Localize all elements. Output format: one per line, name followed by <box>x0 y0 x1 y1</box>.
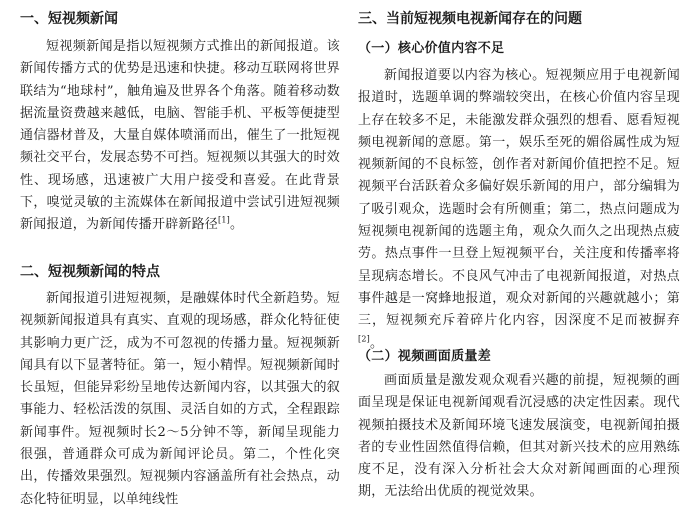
citation-ref-1[interactable]: [1] <box>218 216 230 226</box>
section-1-paragraph <box>20 36 340 259</box>
subsection-1-end: 。 <box>369 335 384 351</box>
subsection-2-heading: （二）视频画面质量差 <box>358 349 492 364</box>
subsection-2-paragraph: 画面质量是激发观众观看兴趣的前提，短视频的画面呈现是保证电视新闻观看沉浸感的决定性因素。现代视频拍摄技术及新闻环境飞速发展演变，电视新闻拍摄者的专业性固然值得信赖，但其对新兴技术的应用熟练度不足，没有深入分析社会大众对新闻画面的心理预期，无法给出优质的视觉效果。 <box>358 373 680 500</box>
section-1-heading: 一、短视频新闻 <box>20 11 118 27</box>
section-1-end: 。 <box>229 217 244 233</box>
subsection-1-text: 新闻报道要以内容为核心。短视频应用于电视新闻报道时，选题单调的弊端较突出，在核心价值内容呈现上存在较多不足，未能激发群众强烈的想看、愿看短视频电视新闻的意愿。第一，娱乐至死的媚俗属性成为短视频新闻的不良标签，创作者对新闻价值把控不足。短视频平台活跃着众多偏好娱乐新闻的用户，部分编辑为了吸引观众，选题时会有所侧重；第二，热点问题成为短视频电视新闻的选题主角，观众久而久之出现热点疲劳。热点事件一旦登上短视频平台，关注度和传播率将呈现病态增长。不良风气冲击了电视新闻报道，对热点事件越是一窝蜂地报道，观众对新闻的兴趣就越小；第三，短视频充斥着碎片化内容，因深度不足而被摒弃 <box>358 68 680 329</box>
section-2-paragraph: 新闻报道引进短视频，是融媒体时代全新趋势。短视频新闻报道具有真实、直观的现场感，群众化特征使其影响力更广泛，成为不可忽视的传播力量。短视频新闻具有以下显著特征。第一，短小精悍。短视频新闻时长虽短，但能异彩纷呈地传达新闻内容，以其强大的叙事能力、轻松活泼的氛围、灵活自如的方式，全程跟踪新闻事件。短视频时长2～5分钟不等，新闻呈现能力很强，普通群众可成为新闻评论员。第二，个性化突出，传播效果强烈。短视频内容涵盖所有社会热点，动态化特征明显，以单纯线性 <box>20 291 340 507</box>
subsection-1-paragraph <box>358 65 680 356</box>
section-2-heading: 二、短视频新闻的特点 <box>20 264 160 280</box>
subsection-1-heading: （一）核心价值内容不足 <box>358 41 505 56</box>
section-3-heading: 三、当前短视频电视新闻存在的问题 <box>358 11 582 27</box>
citation-ref-2[interactable]: [2] <box>358 334 370 344</box>
section-1-text: 短视频新闻是指以短视频方式推出的新闻报道。该新闻传播方式的优势是迅速和快捷。移动互联网将世界联结为“地球村”，触角遍及世界各个角落。随着移动数据流量资费越来越低，电脑、智能手机、平板等便捷型通信器材普及，大量自媒体喷涌而出，催生了一批短视频社交平台，发展态势不可挡。短视频以其强大的时效性、现场感，迅速被广大用户接受和喜爱。在此背景下，嗅觉灵敏的主流媒体在新闻报道中尝试引进短视频新闻报道，为新闻传播开辟新路径 <box>20 39 340 233</box>
